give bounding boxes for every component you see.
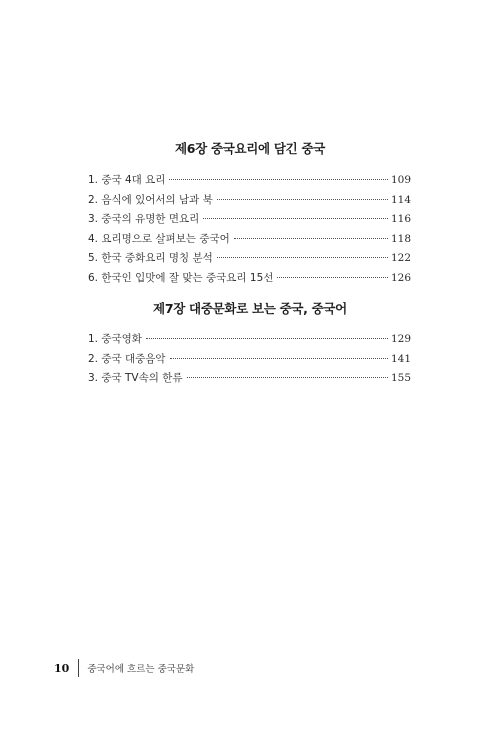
toc-entry-page: 118 [390,232,411,245]
toc-entry[interactable] [88,350,411,370]
dot-leader [277,277,388,278]
dot-leader [203,218,388,219]
page-footer [54,659,194,677]
toc-entry-label: 4. 요리명으로 살펴보는 중국어 [88,232,230,245]
dot-leader [169,179,388,180]
footer-divider [78,659,79,677]
toc-entry-page: 129 [390,333,411,345]
toc-entry-label: 6. 한국인 입맛에 잘 맞는 중국요리 15선 [88,271,274,284]
page-number: 10 [54,661,70,675]
dot-leader [217,199,388,200]
toc-entry[interactable] [88,330,411,350]
toc-entry[interactable] [88,230,411,250]
dot-leader [234,238,388,239]
toc-entry-label: 3. 중국의 유명한 면요리 [88,213,200,225]
toc-entry-label: 1. 중국 4대 요리 [88,174,166,186]
chapter-6-toc [88,171,411,288]
running-title: 중국어에 흐르는 중국문화 [87,664,195,675]
dot-leader [170,358,388,359]
toc-entry[interactable] [88,191,411,211]
toc-entry[interactable] [88,210,411,230]
dot-leader [146,338,388,339]
toc-entry-label: 2. 중국 대중음악 [88,352,166,365]
toc-entry-page: 126 [390,271,411,284]
toc-entry[interactable] [88,249,411,269]
toc-entry-page: 116 [390,213,411,225]
toc-entry-page: 155 [390,372,411,384]
toc-entry[interactable] [88,369,411,389]
toc-entry-page: 141 [390,352,411,365]
toc-entry-label: 5. 한국 중화요리 명칭 분석 [88,252,213,264]
chapter-7-toc [88,330,411,389]
toc-entry[interactable] [88,171,411,191]
chapter-7-title: 제7장 대중문화로 보는 중국, 중국어 [153,301,347,316]
toc-entry[interactable] [88,269,411,289]
toc-entry-page: 114 [390,193,411,206]
toc-entry-label: 1. 중국영화 [88,333,142,345]
toc-entry-label: 2. 음식에 있어서의 남과 북 [88,193,213,206]
dot-leader [187,377,388,378]
chapter-6-title: 제6장 중국요리에 담긴 중국 [174,141,326,156]
dot-leader [217,257,388,258]
toc-entry-page: 109 [390,174,411,186]
toc-entry-page: 122 [390,252,411,264]
toc-entry-label: 3. 중국 TV속의 한류 [88,372,183,384]
